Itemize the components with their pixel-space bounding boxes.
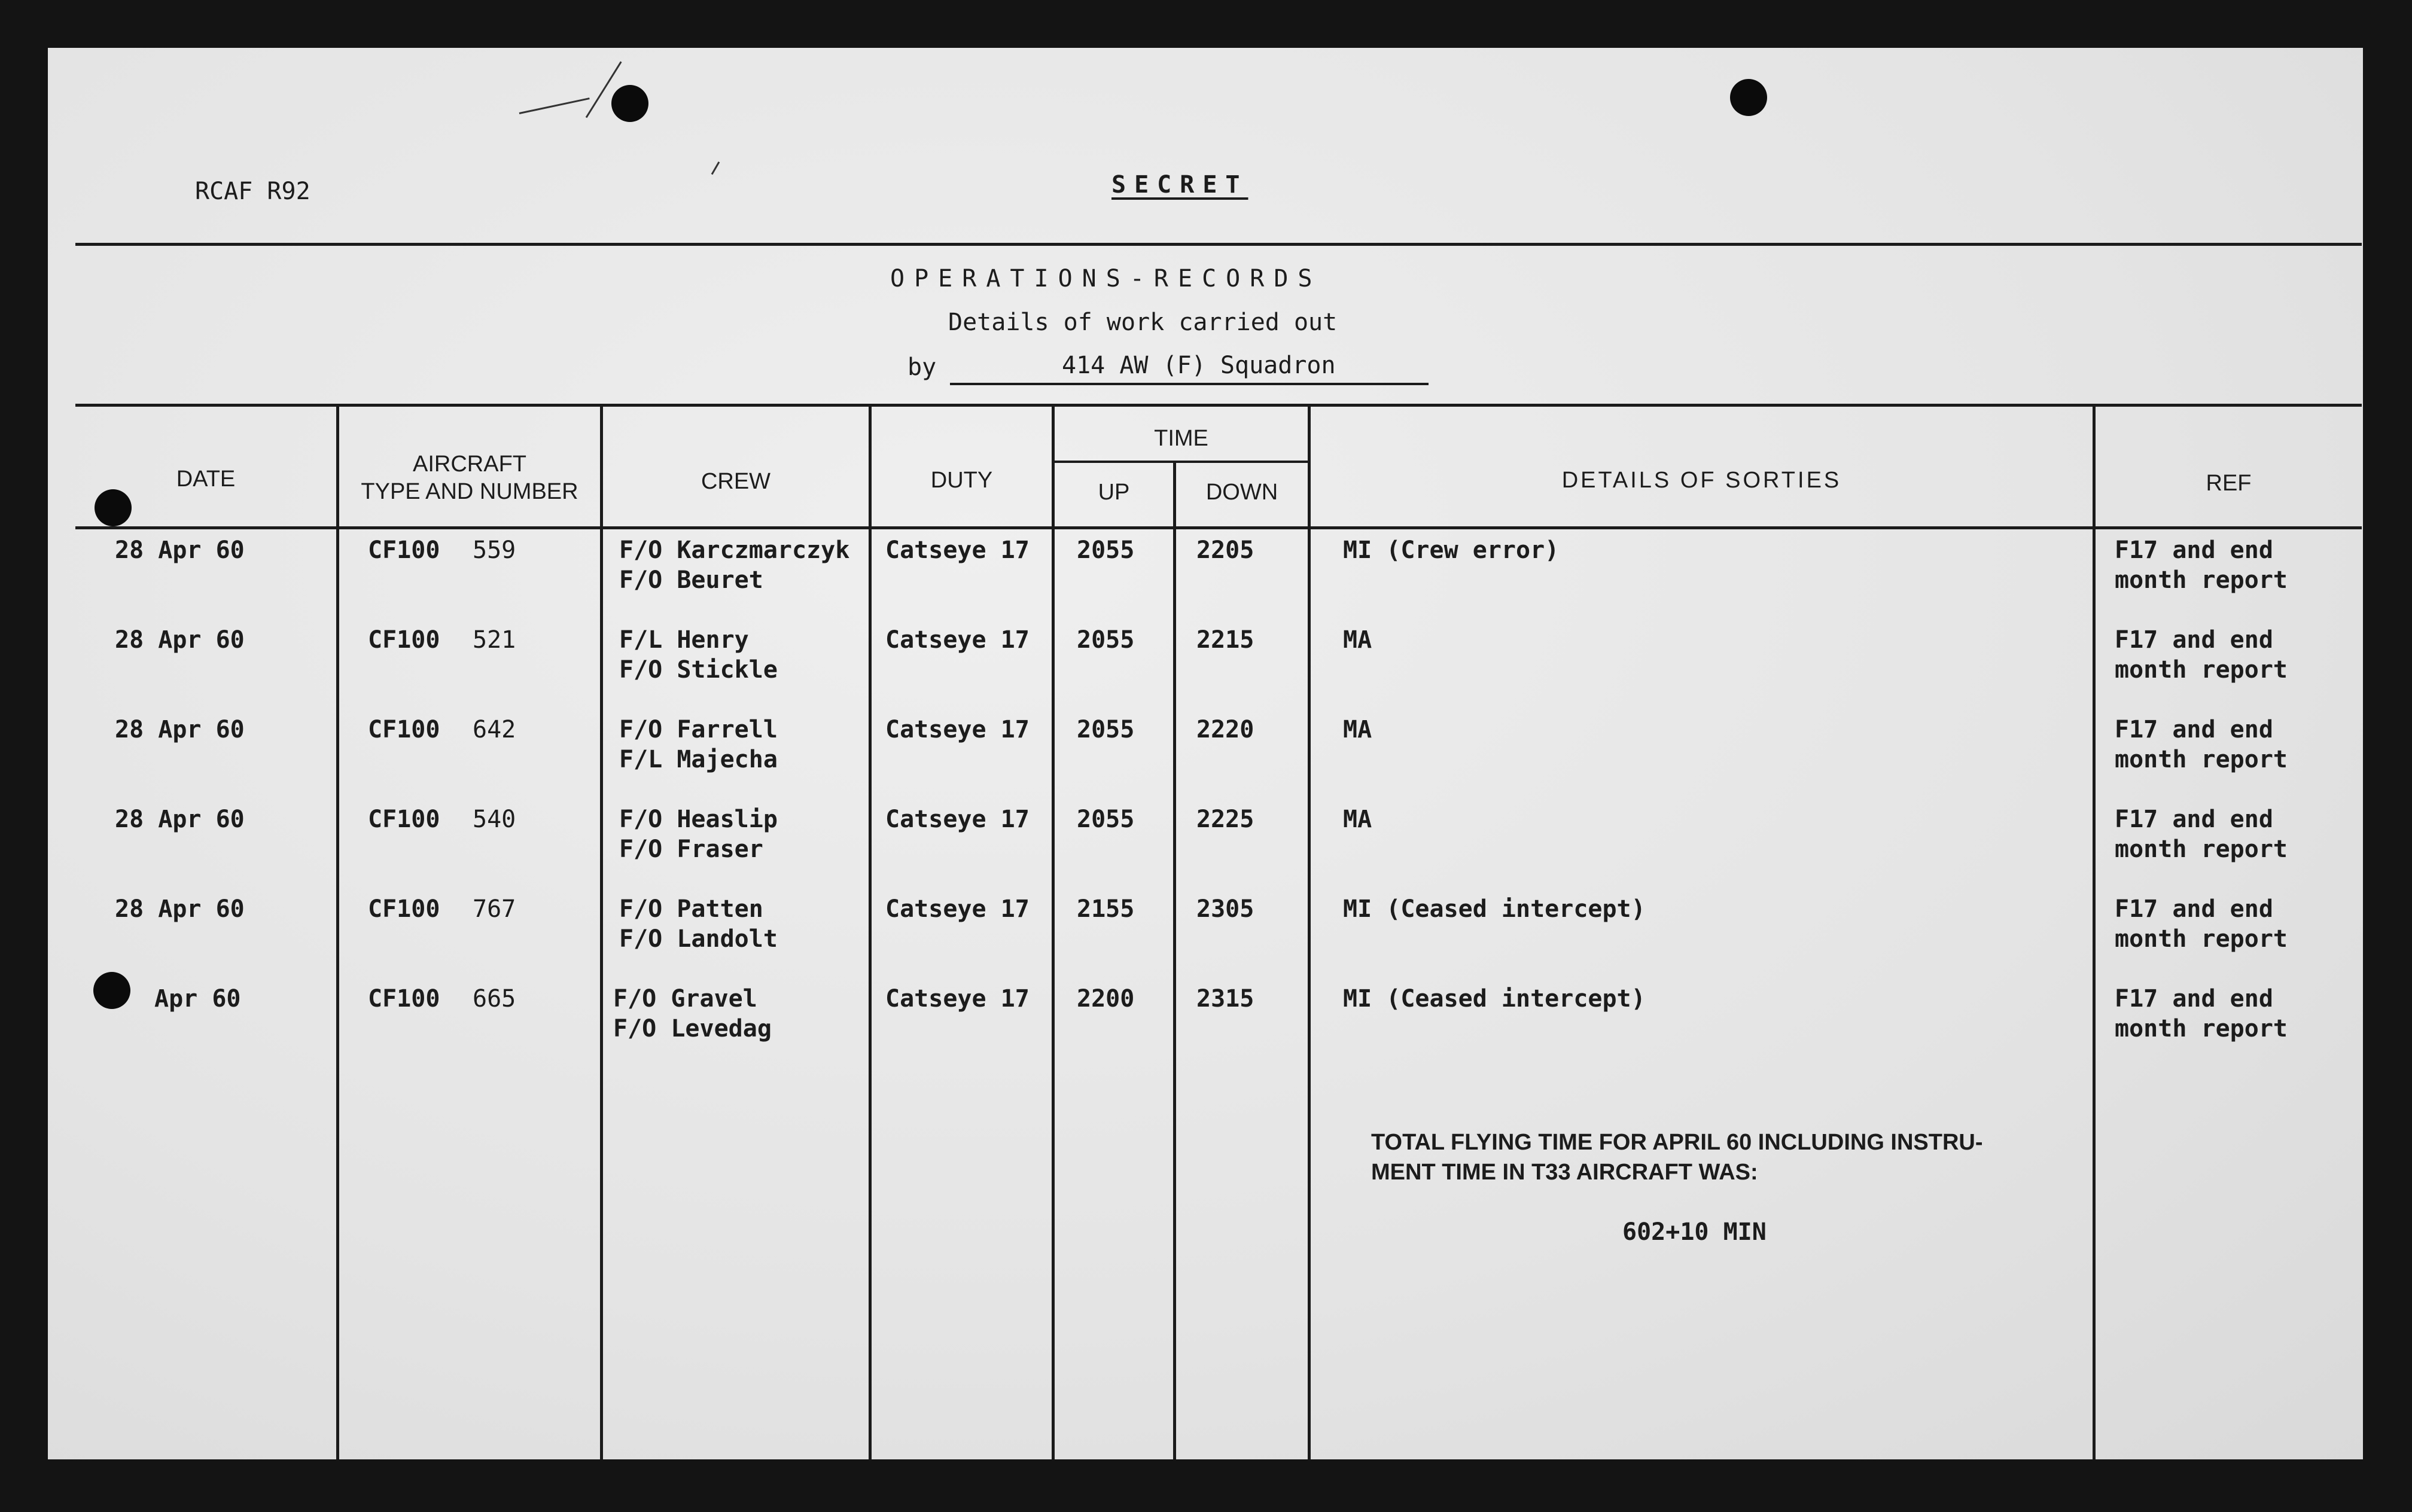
row-duty: Catseye 17	[885, 716, 1030, 743]
row-crew-2: F/L Majecha	[619, 746, 778, 773]
document-title: OPERATIONS-RECORDS	[890, 265, 1322, 292]
row-aircraft-number: 767	[473, 895, 516, 923]
row-crew-2: F/O Beuret	[619, 566, 763, 594]
classification-label: SECRET	[1111, 171, 1248, 199]
table-header-rule	[75, 526, 2362, 529]
row-ref-1: F17 and end	[2115, 895, 2273, 923]
col-header-down: DOWN	[1205, 480, 1278, 505]
col-header-aircraft-line1: AIRCRAFT	[413, 452, 526, 477]
row-aircraft-type: CF100	[368, 806, 440, 833]
row-aircraft-type: CF100	[368, 716, 440, 743]
record-sheet	[48, 48, 2363, 1459]
by-label: by	[907, 353, 937, 381]
row-ref-1: F17 and end	[2115, 985, 2273, 1013]
row-aircraft-number: 642	[473, 716, 516, 743]
row-crew-2: F/O Levedag	[613, 1015, 772, 1042]
row-crew-2: F/O Landolt	[619, 925, 778, 953]
col-header-aircraft-line2: TYPE AND NUMBER	[361, 479, 578, 504]
summary-line-2: MENT TIME IN T33 AIRCRAFT WAS:	[1371, 1160, 1758, 1185]
table-top-rule	[75, 404, 2362, 407]
row-crew-1: F/L Henry	[619, 626, 749, 654]
row-ref-1: F17 and end	[2115, 806, 2273, 833]
scratch-mark	[711, 161, 720, 175]
row-crew-1: F/O Farrell	[619, 716, 778, 743]
col-header-duty: DUTY	[930, 468, 993, 493]
row-crew-1: F/O Heaslip	[619, 806, 778, 833]
row-time-up: 2055	[1077, 536, 1135, 564]
row-time-up: 2200	[1077, 985, 1135, 1013]
document-subtitle: Details of work carried out	[948, 309, 1338, 336]
unit-underline	[950, 383, 1429, 385]
unit-name: 414 AW (F) Squadron	[1062, 352, 1336, 379]
form-number: RCAF R92	[195, 178, 310, 205]
row-aircraft-type: CF100	[368, 536, 440, 564]
col-header-time: TIME	[1154, 426, 1208, 451]
col-header-crew: CREW	[701, 469, 771, 494]
row-time-up: 2055	[1077, 626, 1135, 654]
row-duty: Catseye 17	[885, 536, 1030, 564]
punch-hole	[95, 489, 132, 526]
row-ref-2: month report	[2115, 836, 2288, 863]
row-duty: Catseye 17	[885, 626, 1030, 654]
row-time-up: 2155	[1077, 895, 1135, 923]
row-ref-2: month report	[2115, 656, 2288, 684]
punch-hole	[93, 972, 130, 1009]
column-divider	[1173, 461, 1176, 1459]
row-time-down: 2205	[1196, 536, 1254, 564]
col-header-details: DETAILS OF SORTIES	[1561, 468, 1842, 493]
column-divider	[600, 404, 603, 1459]
row-details: MI (Ceased intercept)	[1343, 895, 1646, 923]
row-crew-2: F/O Stickle	[619, 656, 778, 684]
row-aircraft-number: 559	[473, 536, 516, 564]
row-crew-1: F/O Gravel	[613, 985, 757, 1013]
row-ref-2: month report	[2115, 1015, 2288, 1042]
row-ref-1: F17 and end	[2115, 626, 2273, 654]
row-time-down: 2220	[1196, 716, 1254, 743]
row-date: Apr 60	[154, 985, 241, 1013]
row-time-up: 2055	[1077, 716, 1135, 743]
row-details: MA	[1343, 806, 1372, 833]
row-time-down: 2215	[1196, 626, 1254, 654]
row-aircraft-type: CF100	[368, 985, 440, 1013]
row-time-up: 2055	[1077, 806, 1135, 833]
row-crew-1: F/O Patten	[619, 895, 763, 923]
column-divider	[1308, 404, 1311, 1459]
punch-hole	[611, 85, 648, 122]
row-time-down: 2225	[1196, 806, 1254, 833]
row-crew-1: F/O Karczmarczyk	[619, 536, 850, 564]
column-divider	[336, 404, 339, 1459]
row-details: MA	[1343, 626, 1372, 654]
col-header-date: DATE	[176, 467, 236, 492]
row-duty: Catseye 17	[885, 985, 1030, 1013]
row-aircraft-number: 665	[473, 985, 516, 1013]
summary-total: 602+10 MIN	[1622, 1218, 1767, 1246]
row-details: MI (Crew error)	[1343, 536, 1560, 564]
punch-hole	[1730, 79, 1767, 116]
col-header-ref: REF	[2206, 471, 2252, 496]
row-ref-2: month report	[2115, 746, 2288, 773]
row-ref-2: month report	[2115, 925, 2288, 953]
row-date: 28 Apr 60	[115, 716, 245, 743]
row-ref-2: month report	[2115, 566, 2288, 594]
row-date: 28 Apr 60	[115, 895, 245, 923]
column-divider	[1052, 404, 1055, 1459]
row-date: 28 Apr 60	[115, 626, 245, 654]
row-duty: Catseye 17	[885, 806, 1030, 833]
column-divider	[2093, 404, 2096, 1459]
header-rule	[75, 243, 2362, 246]
col-header-aircraft	[339, 450, 600, 505]
row-aircraft-number: 521	[473, 626, 516, 654]
row-crew-2: F/O Fraser	[619, 836, 763, 863]
column-divider	[869, 404, 872, 1459]
row-ref-1: F17 and end	[2115, 716, 2273, 743]
time-subheader-rule	[1052, 461, 1308, 463]
row-ref-1: F17 and end	[2115, 536, 2273, 564]
row-duty: Catseye 17	[885, 895, 1030, 923]
row-date: 28 Apr 60	[115, 806, 245, 833]
row-aircraft-type: CF100	[368, 626, 440, 654]
summary-line-1: TOTAL FLYING TIME FOR APRIL 60 INCLUDING INSTRU-	[1371, 1130, 1983, 1155]
row-details: MI (Ceased intercept)	[1343, 985, 1646, 1013]
row-time-down: 2305	[1196, 895, 1254, 923]
row-aircraft-type: CF100	[368, 895, 440, 923]
row-date: 28 Apr 60	[115, 536, 245, 564]
row-details: MA	[1343, 716, 1372, 743]
row-time-down: 2315	[1196, 985, 1254, 1013]
scratch-mark	[519, 97, 590, 114]
col-header-up: UP	[1098, 480, 1130, 505]
row-aircraft-number: 540	[473, 806, 516, 833]
